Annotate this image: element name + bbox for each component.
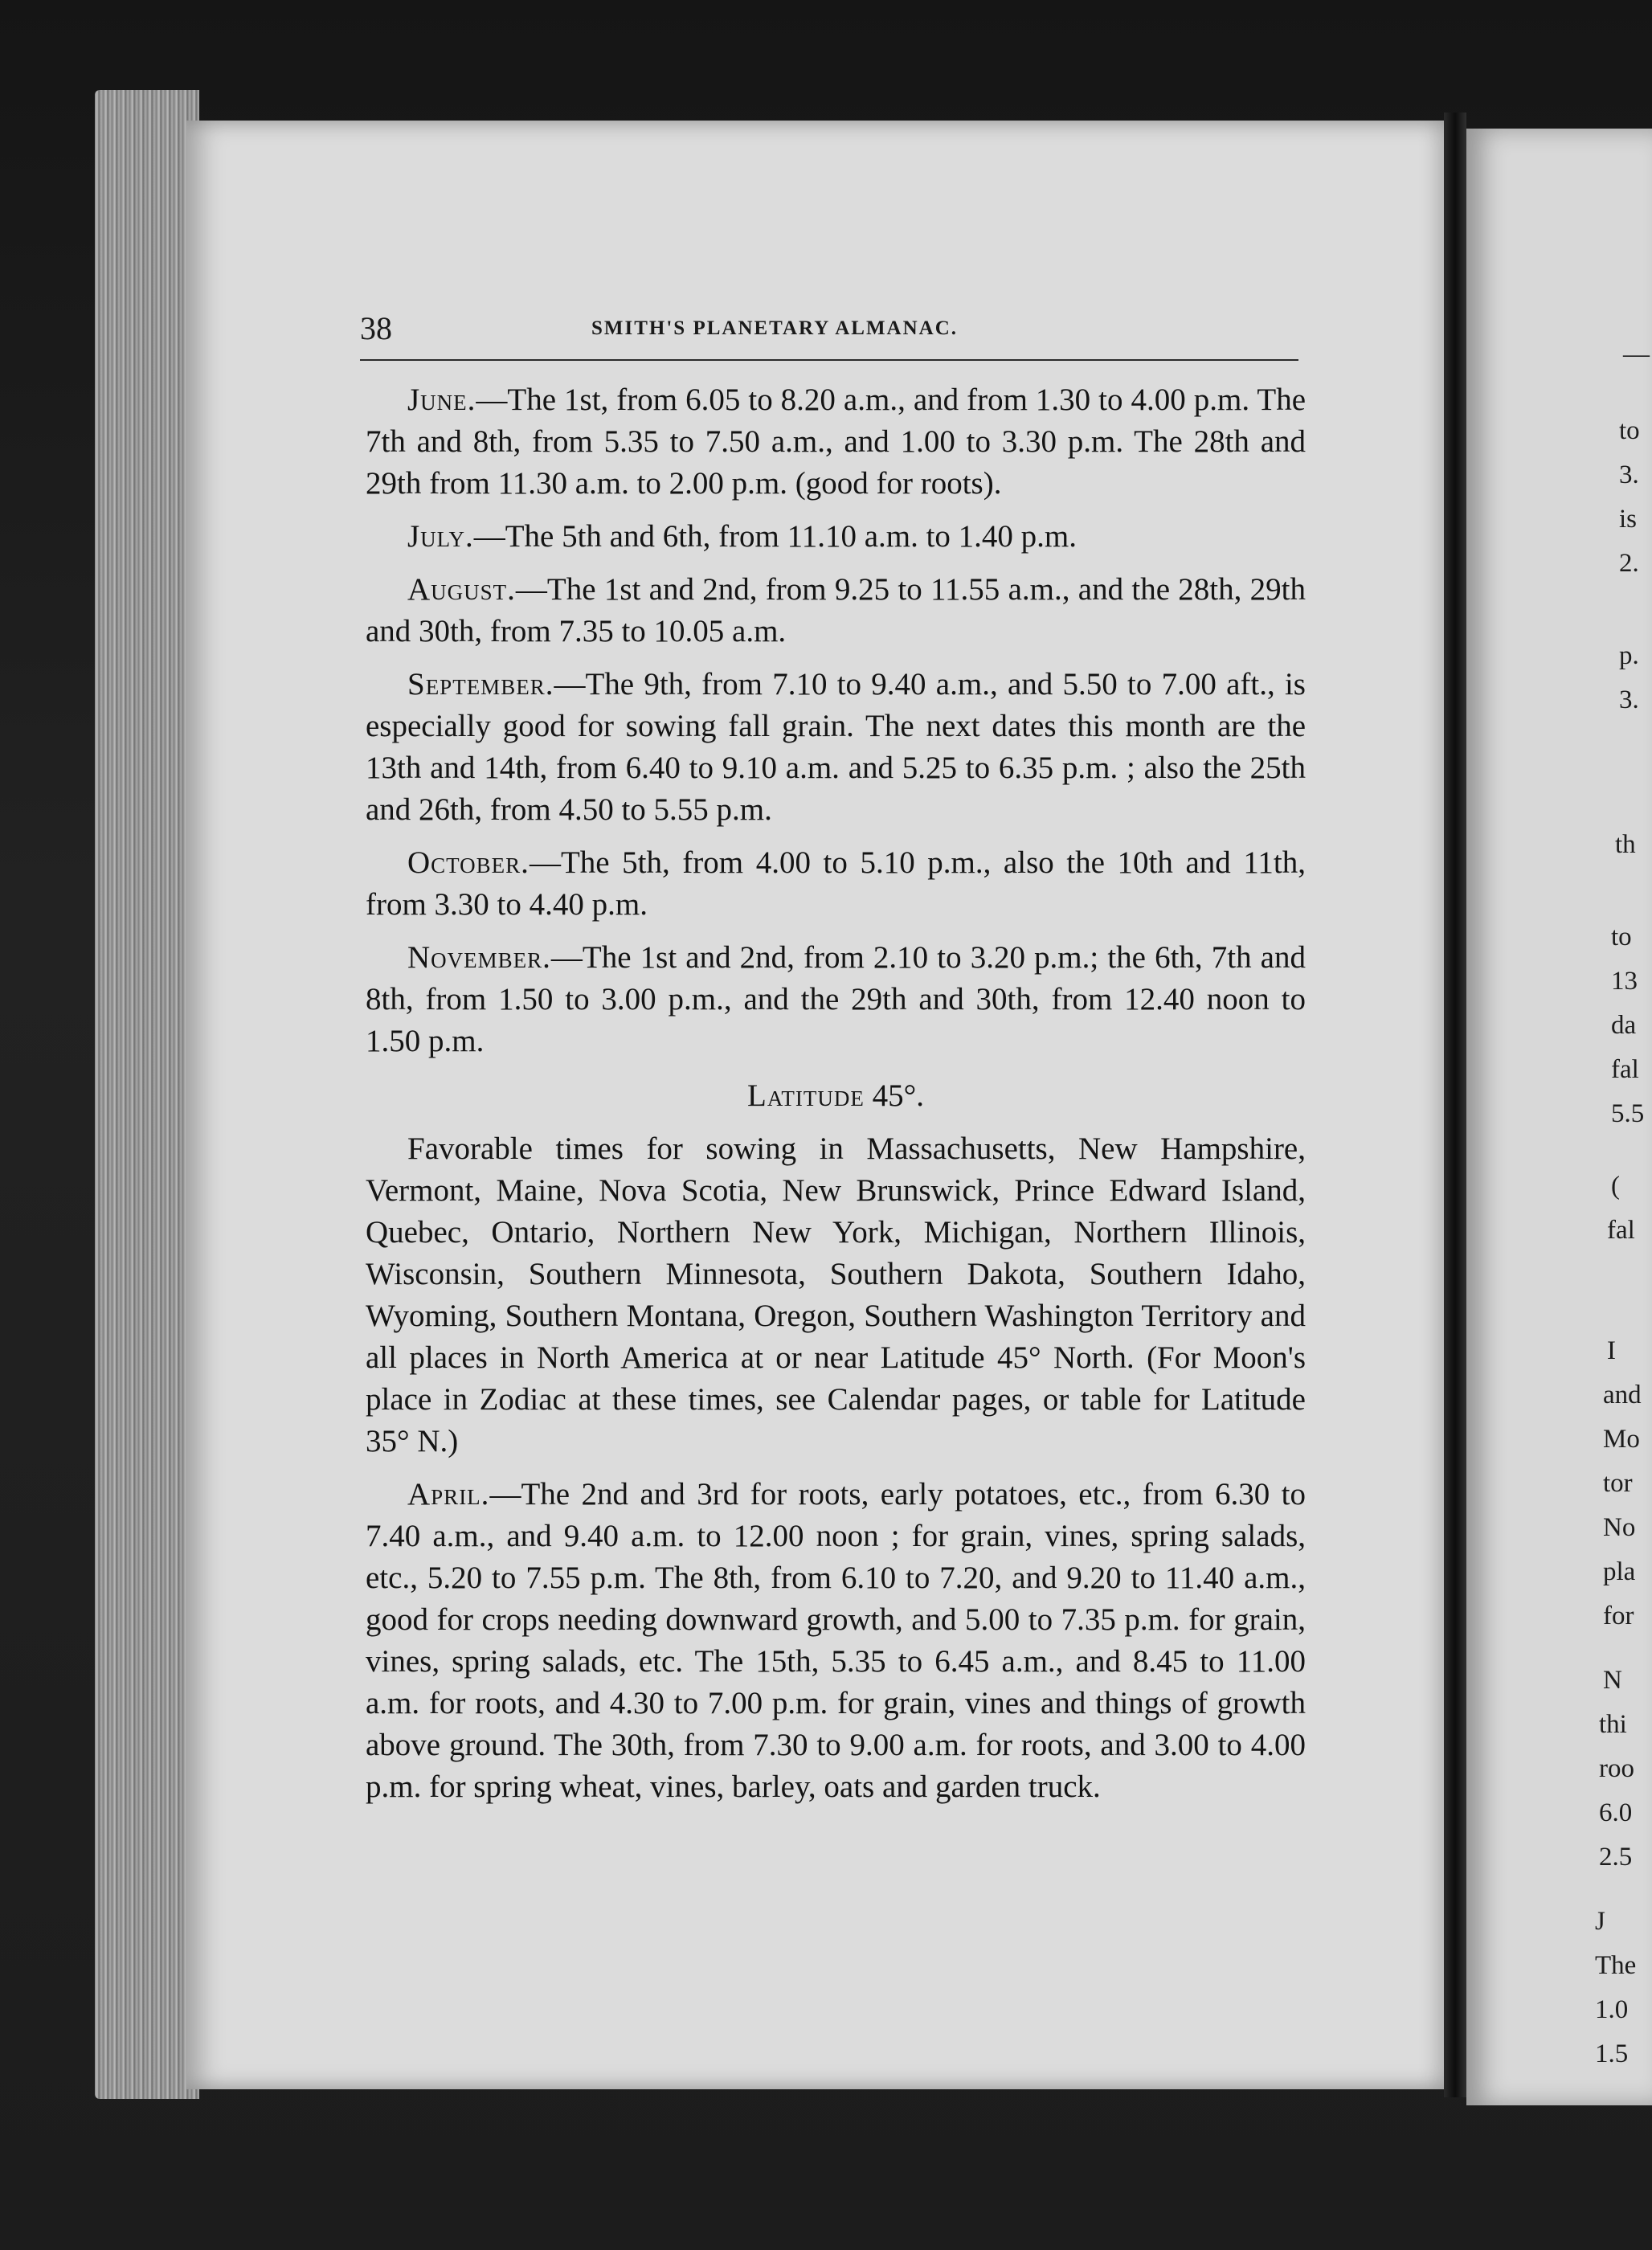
section-heading-rest: 45°.: [864, 1078, 924, 1113]
facing-fragment: 13: [1611, 967, 1638, 996]
facing-fragment: 1.5: [1595, 2039, 1629, 2068]
facing-fragment: 2.: [1619, 549, 1639, 578]
month-paragraph-july: [366, 516, 1306, 558]
paragraph-text: —The 5th, from 4.00 to 5.10 p.m., also the 10th and 11th, from 3.30 to 4.40 p.m.: [366, 845, 1306, 922]
running-title: SMITH'S PLANETARY ALMANAC.: [591, 317, 959, 339]
paragraph-text: —The 5th and 6th, from 11.10 a.m. to 1.40 p.m.: [473, 519, 1077, 554]
month-label: September.: [407, 667, 554, 702]
facing-fragment: p.: [1619, 641, 1639, 670]
facing-fragment: The: [1595, 1951, 1637, 1980]
facing-fragment: (: [1611, 1172, 1620, 1201]
month-paragraph-june: [366, 379, 1306, 505]
month-label: November.: [407, 940, 551, 975]
page-number: 38: [360, 310, 392, 346]
paragraph-text: —The 1st and 2nd, from 9.25 to 11.55 a.m., and the 28th, 29th and 30th, from 7.35 to 10.05 a.m.: [366, 572, 1306, 648]
facing-fragment: 2.5: [1599, 1843, 1633, 1872]
facing-fragment: fal: [1611, 1055, 1639, 1084]
month-label: October.: [407, 845, 530, 880]
facing-fragment: I: [1607, 1336, 1616, 1365]
month-label: July.: [407, 519, 474, 554]
month-paragraph-august: [366, 569, 1306, 652]
month-paragraph-september: [366, 664, 1306, 831]
facing-fragment: and: [1603, 1381, 1642, 1409]
intro-paragraph: Favorable times for sowing in Massachusetts, New Hampshire, Vermont, Maine, Nova Scotia, New Brunswick, Prince Edward Island, Quebec, Ontario, Northern New York, Michigan, Northern Illinois, Wisconsin, Southern Minnesota, Southern Dakota, Southern Idaho, Wyoming, Southern Montana, Oregon, Southern Washington Territory and all places in North America at or near Latitude 45° North. (For Moon's place in Zodiac at these times, see Calendar pages, or table for Latitude 35° N.): [366, 1131, 1306, 1458]
facing-fragment: 3.: [1619, 685, 1639, 714]
facing-fragment: tor: [1603, 1469, 1633, 1498]
month-paragraph-october: [366, 842, 1306, 926]
facing-fragment: 5.5: [1611, 1099, 1645, 1128]
facing-fragment: pla: [1603, 1557, 1636, 1586]
facing-fragment: for: [1603, 1602, 1634, 1630]
section-heading-lead: Latitude: [747, 1078, 865, 1113]
page-edges: [95, 90, 199, 2099]
facing-fragment: J: [1595, 1907, 1605, 1936]
facing-fragment: No: [1603, 1513, 1636, 1542]
facing-fragment: 6.0: [1599, 1798, 1633, 1827]
facing-fragment: fal: [1607, 1216, 1635, 1245]
paragraph-text: —The 1st and 2nd, from 2.10 to 3.20 p.m.; the 6th, 7th and 8th, from 1.50 to 3.00 p.m., and the 29th and 30th, from 12.40 noon to 1.50 p.m.: [366, 940, 1306, 1058]
header-rule: [360, 359, 1298, 361]
facing-fragment: th: [1615, 830, 1636, 859]
facing-fragment: to: [1611, 922, 1632, 951]
facing-fragment: 3.: [1619, 460, 1639, 489]
facing-fragment: 1.0: [1595, 1995, 1629, 2024]
page-body: [366, 379, 1306, 1819]
facing-fragment: thi: [1599, 1710, 1627, 1739]
month-label: August.: [407, 572, 516, 607]
paragraph-text: —The 2nd and 3rd for roots, early potatoes, etc., from 6.30 to 7.40 a.m., and 9.40 a.m. to 12.00 noon ; for grain, vines, spring salads, etc., 5.20 to 7.55 p.m. The 8th, from 6.10 to 7.20, and 9.20 to 11.40 a.m., good for crops needing downward growth, and 5.00 to 7.35 p.m. for grain, vines, spring salads, etc. The 15th, 5.35 to 6.45 a.m., and 8.45 to 11.00 a.m. for roots, and 4.30 to 7.00 p.m. for grain, vines and things of growth above ground. The 30th, from 7.30 to 9.00 a.m. for roots, and 3.00 to 4.00 p.m. for spring wheat, vines, barley, oats and garden truck.: [366, 1477, 1306, 1804]
facing-fragment: roo: [1599, 1754, 1634, 1783]
paragraph-text: —The 1st, from 6.05 to 8.20 a.m., and from 1.30 to 4.00 p.m. The 7th and 8th, from 5.35 to 7.50 a.m., and 1.00 to 3.30 p.m. The 28th and 29th from 11.30 a.m. to 2.00 p.m. (good for roots).: [366, 382, 1306, 501]
facing-fragment: to: [1619, 416, 1640, 445]
month-paragraph-april: [366, 1474, 1306, 1808]
month-label: April.: [407, 1477, 490, 1512]
facing-fragment: Mo: [1603, 1425, 1640, 1454]
month-paragraph-november: [366, 937, 1306, 1062]
month-label: June.: [407, 382, 476, 417]
facing-fragment: da: [1611, 1011, 1637, 1040]
facing-fragment: —: [1623, 340, 1650, 369]
section-heading: [366, 1075, 1306, 1117]
facing-fragment: is: [1619, 505, 1638, 534]
facing-fragment: N: [1603, 1666, 1622, 1695]
book-gutter: [1444, 112, 1466, 2097]
facing-page: [1466, 129, 1652, 2105]
paragraph-text: —The 9th, from 7.10 to 9.40 a.m., and 5.50 to 7.00 aft., is especially good for sowing fall grain. The next dates this month are the 13th and 14th, from 6.40 to 9.10 a.m. and 5.25 to 6.35 p.m. ; also the 25th and 26th, from 4.50 to 5.55 p.m.: [366, 667, 1306, 827]
